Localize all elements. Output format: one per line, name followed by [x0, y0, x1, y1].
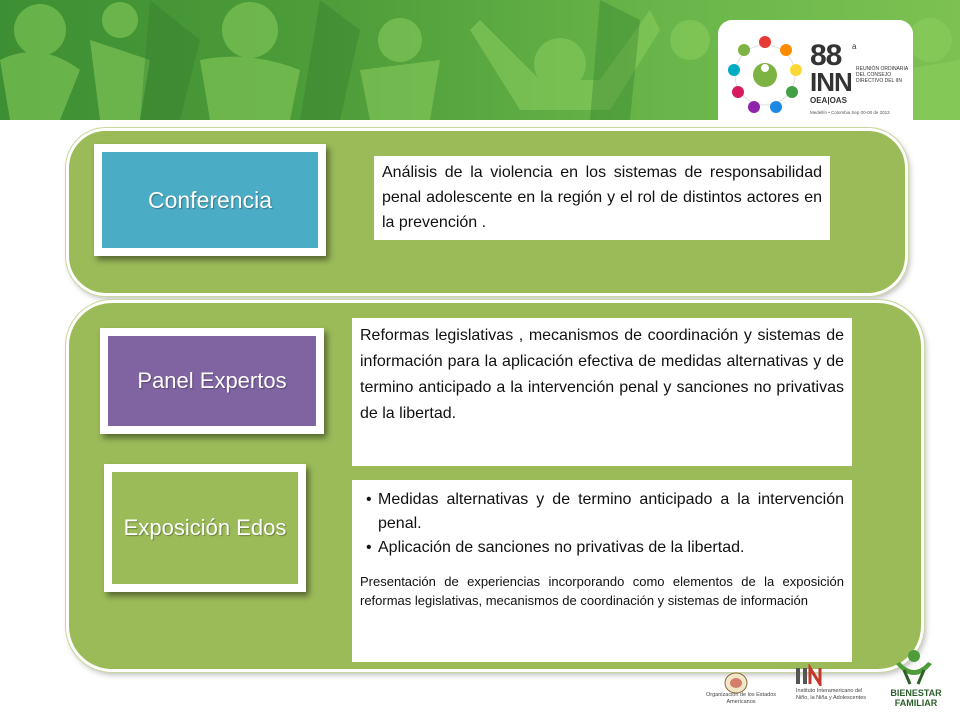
exposicion-edos-label-box	[104, 464, 306, 592]
bullet-text: Medidas alternativas y de termino anticipado a la intervención penal.	[378, 491, 844, 532]
logo-superscript: a	[852, 42, 857, 51]
logo-place-date: Medellín • Colombia Sep 00-00 de 2013	[810, 110, 890, 115]
conferencia-description: Análisis de la violencia en los sistemas de responsabilidad penal adolescente en la región y el rol de distintos actores en la prevención .	[374, 156, 830, 240]
iin-footer-text: Instituto Interamericano del Niño, la Niña y Adolescentes	[796, 688, 867, 701]
exposicion-edos-label: Exposición Edos	[112, 472, 298, 584]
88-inn-logo	[718, 20, 913, 120]
list-item	[360, 488, 844, 536]
bullet-icon: •	[366, 491, 372, 508]
bienestar-familiar-text: BIENESTAR FAMILIAR	[890, 688, 942, 708]
logo-org: OEA|OAS	[810, 96, 847, 105]
oea-footer-text: Organización de los Estados Americanos	[706, 692, 777, 705]
oea-seal-icon	[724, 672, 748, 694]
logo-number: 88	[810, 39, 842, 72]
logo-meeting-text: REUNIÓN ORDINARIA DEL CONSEJO DIRECTIVO DEL IIN	[856, 66, 908, 84]
exposicion-edos-description	[352, 480, 852, 662]
header-banner	[0, 0, 960, 120]
bullet-icon: •	[366, 539, 372, 556]
conferencia-label-box	[94, 144, 326, 256]
logo-acronym: INN	[810, 67, 852, 97]
bienestar-familiar-logo-icon	[884, 646, 944, 686]
panel-expertos-label: Panel Expertos	[108, 336, 316, 426]
iin-footer-logo-icon	[796, 664, 836, 686]
conferencia-label: Conferencia	[102, 152, 318, 248]
panel-expertos-label-box	[100, 328, 324, 434]
bullet-text: Aplicación de sanciones no privativas de la libertad.	[378, 539, 745, 556]
exposicion-note: Presentación de experiencias incorporando como elementos de la exposición reformas legislativas, mecanismos de coordinación y sistemas de información	[360, 574, 844, 608]
list-item	[360, 536, 844, 560]
panel-expertos-description: Reformas legislativas , mecanismos de coordinación y sistemas de información para la aplicación efectiva de medidas alternativas y de termino anticipado a la intervención penal y sanciones no privativas de la libertad.	[352, 318, 852, 466]
iin-ring-logo-icon	[720, 30, 810, 120]
